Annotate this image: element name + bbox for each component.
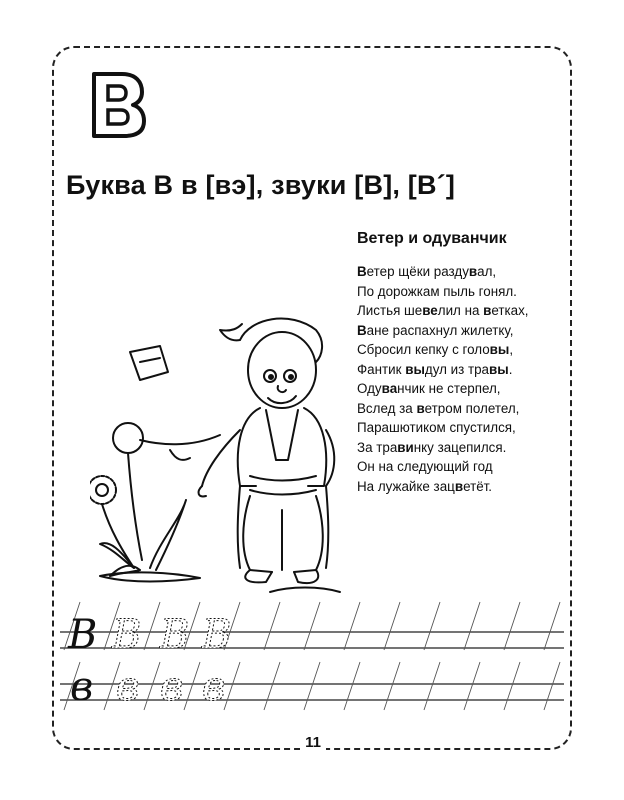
poem-segment: Оду xyxy=(357,381,382,396)
cursive-lower-trace-3: в xyxy=(202,664,226,710)
poem-line xyxy=(357,301,529,321)
poem-line xyxy=(357,282,529,302)
poem-highlight: ве xyxy=(422,303,438,318)
poem-segment: , xyxy=(509,342,514,357)
poem-segment: дул из тра xyxy=(424,361,490,377)
poem-highlight: в xyxy=(454,478,464,494)
poem-segment: нку зацепился. xyxy=(413,439,507,455)
cursive-upper-trace-3: В xyxy=(202,612,232,658)
poem-title: Ветер и одуванчик xyxy=(357,230,507,247)
poem-segment: етках, xyxy=(491,303,529,318)
poem-segment: етёт. xyxy=(463,478,493,494)
poem-highlight: в xyxy=(483,303,492,318)
poem-segment: лил на xyxy=(437,303,484,318)
poem-line xyxy=(357,379,529,399)
poem-segment: По дорожкам пыль гонял. xyxy=(357,283,517,299)
poem-highlight: вы xyxy=(489,342,510,357)
poem-segment: Фантик xyxy=(357,361,406,377)
poem-segment: За тра xyxy=(357,439,398,455)
poem-segment: На лужайке зац xyxy=(357,478,455,494)
poem-segment: Парашютиком спустился, xyxy=(357,420,516,435)
poem-highlight: вы xyxy=(405,361,425,377)
poem-segment: . xyxy=(508,361,513,377)
cursive-lower-sample: в xyxy=(70,664,94,710)
page-title: Буква В в [вэ], звуки [В], [В´] xyxy=(66,170,456,200)
poem-segment: етром полетел, xyxy=(424,400,520,416)
poem-segment: Сбросил кепку с голо xyxy=(357,342,490,357)
poem-line xyxy=(357,418,529,438)
cursive-upper-sample: В xyxy=(68,612,98,658)
poem-line xyxy=(357,477,529,497)
poem-segment: ал, xyxy=(477,264,497,279)
letter-v-badge xyxy=(86,70,146,138)
poem-segment: Листья ше xyxy=(357,303,423,318)
poem-highlight: В xyxy=(357,264,367,279)
cursive-upper-trace-1: В xyxy=(112,612,142,658)
poem-segment: нчик не стерпел, xyxy=(397,381,501,396)
poem-highlight: вы xyxy=(489,361,509,377)
poem-line xyxy=(357,340,529,360)
poem-segment: Он на следующий год xyxy=(357,459,493,474)
cursive-lower-trace-2: в xyxy=(160,664,184,710)
boy-dandelion-illustration xyxy=(90,300,370,600)
cursive-upper-trace-2: В xyxy=(160,612,190,658)
poem-highlight: ви xyxy=(397,439,414,455)
poem-segment: етер щёки разду xyxy=(366,264,469,279)
poem-highlight: ва xyxy=(381,381,398,396)
cursive-lower-trace-1: в xyxy=(116,664,140,710)
poem-highlight: В xyxy=(357,322,367,338)
poem-line xyxy=(357,399,529,419)
handwriting-practice-lines xyxy=(60,600,564,730)
poem-line xyxy=(357,360,529,380)
poem-segment: Вслед за xyxy=(357,400,417,416)
poem-line xyxy=(357,438,529,458)
poem-text xyxy=(357,262,529,496)
poem-highlight: в xyxy=(416,400,425,416)
poem-line xyxy=(357,457,529,477)
poem-segment: ане распахнул жилетку, xyxy=(366,322,514,338)
page-number: 11 xyxy=(300,734,326,751)
poem-line xyxy=(357,321,529,341)
poem-highlight: в xyxy=(468,264,478,279)
poem-line xyxy=(357,262,529,282)
